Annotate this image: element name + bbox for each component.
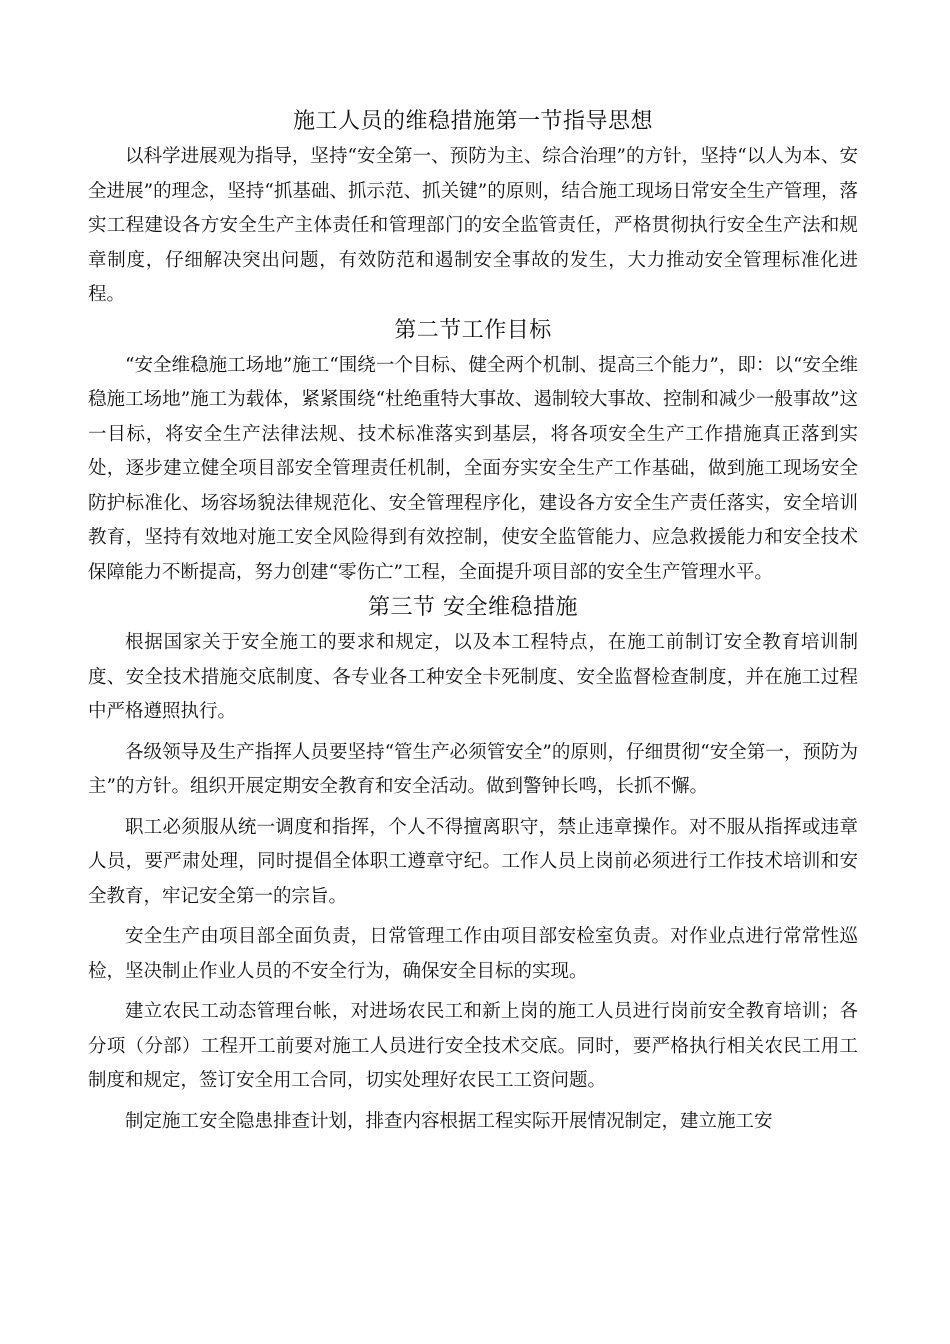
section-heading-3: 第三节 安全维稳措施 <box>368 595 578 620</box>
section-3-paragraph-5: 建立农民工动态管理台帐，对进场农民工和新上岗的施工人员进行岗前安全教育培训；各分项（分部）工程开工前要对施工人员进行安全技术交底。同时，要严格执行相关农民工用工制度和规定，签订安全用工合同，切实处理好农民工工资问题。 <box>88 1001 858 1091</box>
document-body <box>88 104 858 1139</box>
section-3-paragraph-3: 职工必须服从统一调度和指挥，个人不得擅离职守，禁止违章操作。对不服从指挥或违章人员，要严肃处理，同时提倡全体职工遵章守纪。工作人员上岗前必须进行工作技术培训和安全教育，牢记安全第一的宗旨。 <box>88 816 858 907</box>
section-3-paragraph-4: 安全生产由项目部全面负责，日常管理工作由项目部安检室负责。对作业点进行常常性巡检，坚决制止作业人员的不安全行为，确保安全目标的实现。 <box>88 926 858 982</box>
section-heading-2: 第二节工作目标 <box>394 317 552 343</box>
section-3-paragraph-6: 制定施工安全隐患排查计划，排查内容根据工程实际开展情况制定，建立施工安 <box>125 1110 773 1132</box>
section-3-paragraph-2: 各级领导及生产指挥人员要坚持“管生产必须管安全”的原则，仔细贯彻“安全第一，预防为主”的方针。组织开展定期安全教育和安全活动。做到警钟长鸣，长抓不懈。 <box>88 741 858 797</box>
section-3-paragraph-1: 根据国家关于安全施工的要求和规定，以及本工程特点，在施工前制订安全教育培训制度、安全技术措施交底制度、各专业各工种安全卡死制度、安全监督检查制度，并在施工过程中严格遵照执行。 <box>88 632 858 722</box>
section-2-paragraph-1: “安全维稳施工场地”施工“围绕一个目标、健全两个机制、提高三个能力”，即：以“安全维稳施工场地”施工为载体，紧紧围绕“杜绝重特大事故、遏制较大事故、控制和减少一般事故”这一目标，将安全生产法律法规、技术标准落实到基层，将各项安全生产工作措施真正落到实处，逐步建立健全项目部安全管理责任机制，全面夯实安全生产工作基础，做到施工现场安全防护标准化、场容场貌法律规范化、安全管理程序化，建设各方安全生产责任落实，安全培训教育，坚持有效地对施工安全风险得到有效控制，使安全监管能力、应急救援能力和安全技术保障能力不断提高，努力创建“零伤亡”工程，全面提升项目部的安全生产管理水平。 <box>88 354 858 583</box>
section-1-paragraph-1: 以科学进展观为指导，坚持“安全第一、预防为主、综合治理”的方针，坚持“以人为本、安全进展”的理念，坚持“抓基础、抓示范、抓关键”的原则，结合施工现场日常安全生产管理，落实工程建设各方安全生产主体责任和管理部门的安全监管责任，严格贯彻执行安全生产法和规章制度，仔细解决突出问题，有效防范和遏制安全事故的发生，大力推动安全管理标准化进程。 <box>88 146 858 305</box>
section-heading-1: 施工人员的维稳措施第一节指导思想 <box>292 109 653 134</box>
